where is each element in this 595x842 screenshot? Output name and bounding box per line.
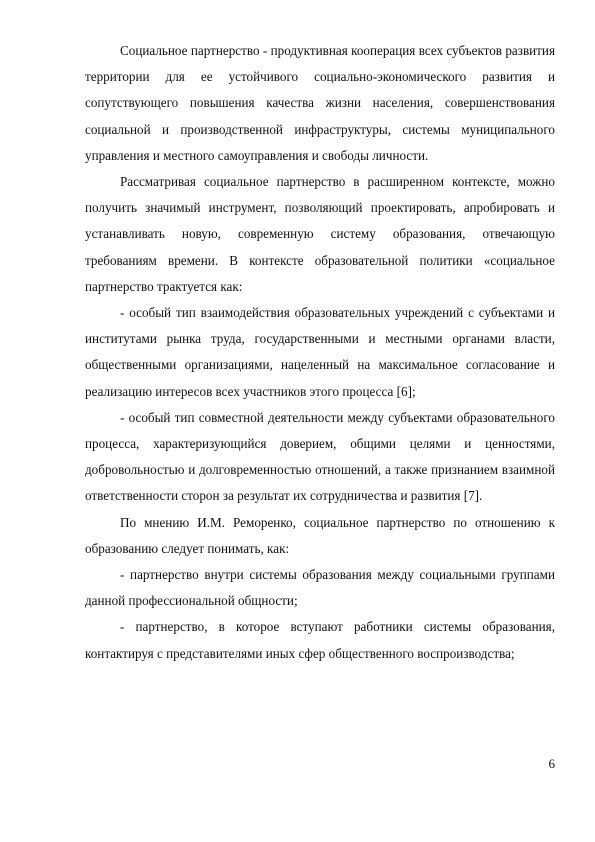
page-body — [85, 38, 555, 667]
page-number: 6 — [548, 756, 555, 771]
list-item-internal-partnership: - партнерство внутри системы образования между социальными группами данной профессиональной общности; — [85, 567, 555, 609]
paragraph-social-partnership-definition: Социальное партнерство - продуктивная кооперация всех субъектов развития территории для ее устойчивого социально-экономического развития и сопутствующего повышения качества жизни населения, совершенствования социальной и производственной инфраструктуры, системы муниципального управления и местного самоуправления и свободы личности. — [85, 43, 555, 163]
list-item-interaction-type: - особый тип взаимодействия образовательных учреждений с субъектами и институтами рынка труда, государственными и местными органами власти, общественными организациями, нацеленный на максимальное согласование и реализацию интересов всех участников этого процесса [6]; — [85, 305, 555, 399]
list-item-joint-activity-type: - особый тип совместной деятельности между субъектами образовательного процесса, характеризующийся доверием, общими целями и ценностями, добровольностью и долговременностью отношений, а также признанием взаимной ответственности сторон за результат их сотрудничества и развития [7]. — [85, 409, 555, 504]
paragraph-remorenko-opinion: По мнению И.М. Реморенко, социальное партнерство по отношению к образованию следует понимать, как: — [85, 514, 555, 556]
paragraph-extended-context: Рассматривая социальное партнерство в расширенном контексте, можно получить значимый инструмент, позволяющий проектировать, апробировать и устанавливать новую, современную систему образования, отвечающую требованиям времени. В контексте образовательной политики «социальное партнерство трактуется как: — [85, 174, 555, 294]
list-item-external-partnership: - партнерство, в которое вступают работники системы образования, контактируя с представителями иных сфер общественного воспроизводства; — [85, 619, 555, 661]
